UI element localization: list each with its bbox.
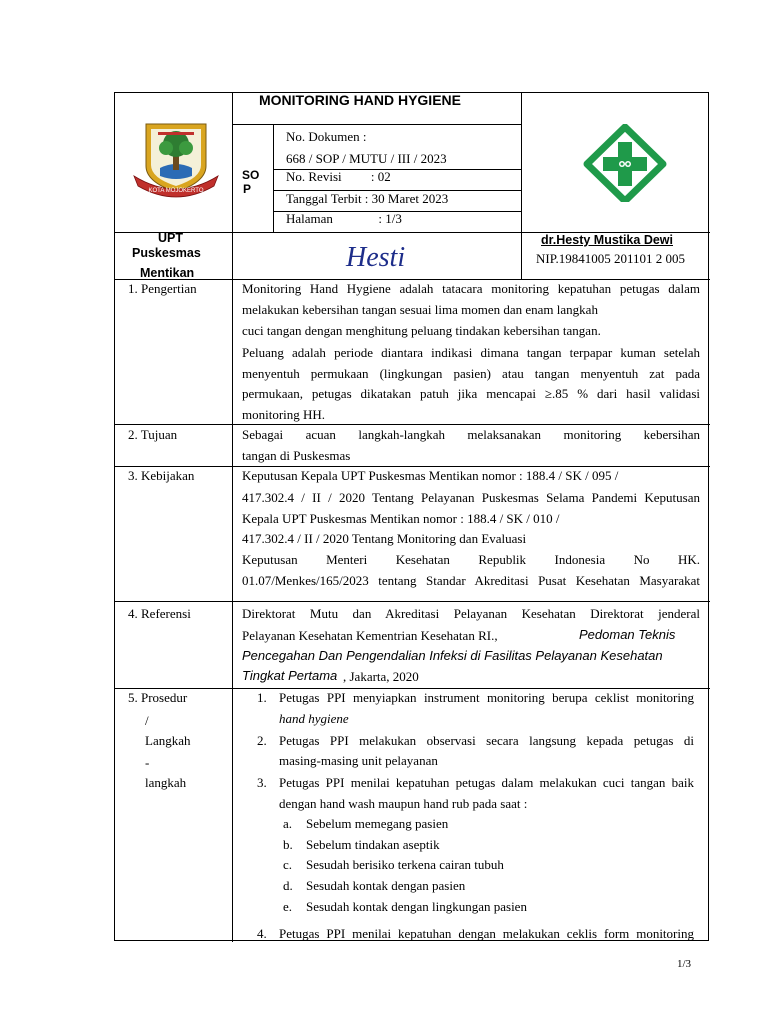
org-name-line: Mentikan xyxy=(140,266,195,280)
pengertian-line: permukaan, petugas dikatakan patuh jika mencapai ≥.85 % dari hasil validasi xyxy=(242,386,700,401)
step-number: 3. xyxy=(257,775,267,790)
referensi-line-italic: Pedoman Teknis xyxy=(579,627,676,642)
tujuan-line: Sebagai acuan langkah-langkah melaksanakan monitoring kebersihan xyxy=(242,427,700,442)
step-text: masing-masing unit pelayanan xyxy=(279,753,438,768)
sop-label: P xyxy=(243,182,252,196)
doc-number-label: No. Dokumen : xyxy=(286,129,367,144)
substep-letter: d. xyxy=(283,878,293,893)
section-label-pengertian: 1. Pengertian xyxy=(128,281,197,296)
step-text: Petugas PPI menilai kepatuhan dengan melakukan ceklis form monitoring xyxy=(279,926,694,941)
step-text: Petugas PPI menyiapkan instrument monitoring berupa ceklist monitoring xyxy=(279,690,694,705)
kebijakan-line: Kepala UPT Puskesmas Mentikan nomor : 188.4 / SK / 010 / xyxy=(242,511,560,526)
signer-nip: NIP.19841005 201101 2 005 xyxy=(536,251,686,266)
section-label-tujuan: 2. Tujuan xyxy=(128,427,178,442)
sop-label: SO xyxy=(242,168,260,182)
issue-date: Tanggal Terbit : 30 Maret 2023 xyxy=(286,191,449,206)
section-label-prosedur: langkah xyxy=(145,775,187,790)
substep-letter: a. xyxy=(283,816,293,831)
step-number: 2. xyxy=(257,733,267,748)
rule xyxy=(115,688,710,689)
page-number: 1/3 xyxy=(677,958,692,970)
step-text: hand hygiene xyxy=(279,711,349,726)
section-label-prosedur: / xyxy=(145,713,149,728)
step-text: Petugas PPI melakukan observasi secara langsung kepada petugas di xyxy=(279,733,694,748)
rule xyxy=(232,93,233,942)
signature xyxy=(340,232,436,278)
signature-text: Hesti xyxy=(346,242,406,273)
rule xyxy=(115,466,710,467)
page-info: Halaman : 1/3 xyxy=(286,211,402,226)
section-label-referensi: 4. Referensi xyxy=(128,606,191,621)
section-label-prosedur: Langkah xyxy=(145,733,191,748)
substep-text: Sesudah kontak dengan lingkungan pasien xyxy=(306,899,527,914)
document-title: MONITORING HAND HYGIENE xyxy=(259,92,461,108)
rule xyxy=(273,124,274,232)
signer-name: dr.Hesty Mustika Dewi xyxy=(541,233,673,247)
doc-number-value: 668 / SOP / MUTU / III / 2023 xyxy=(286,151,447,166)
referensi-line-italic: Pencegahan Dan Pengendalian Infeksi di Fasilitas Pelayanan Kesehatan xyxy=(242,648,663,663)
org-name-line: UPT xyxy=(158,231,183,245)
rule xyxy=(115,279,710,280)
referensi-line: Pelayanan Kesehatan Kementrian Kesehatan RI., xyxy=(242,628,498,643)
puskesmas-logo xyxy=(583,124,667,202)
section-label-prosedur: - xyxy=(145,755,150,770)
substep-letter: c. xyxy=(283,857,293,872)
pengertian-line: monitoring HH. xyxy=(242,407,326,422)
rule xyxy=(115,424,710,425)
kebijakan-line: 417.302.4 / II / 2020 Tentang Pelayanan Puskesmas Selama Pandemi Keputusan xyxy=(242,490,700,505)
substep-letter: b. xyxy=(283,837,293,852)
kebijakan-line: Keputusan Kepala UPT Puskesmas Mentikan nomor : 188.4 / SK / 095 / xyxy=(242,468,619,483)
step-number: 1. xyxy=(257,690,267,705)
step-text: Petugas PPI menilai kepatuhan petugas dalam melakukan cuci tangan baik xyxy=(279,775,694,790)
kebijakan-line: 01.07/Menkes/165/2023 tentang Standar Akreditasi Pusat Kesehatan Masyarakat xyxy=(242,573,700,588)
substep-text: Sesudah kontak dengan pasien xyxy=(306,878,466,893)
referensi-line: , Jakarta, 2020 xyxy=(343,669,419,684)
kebijakan-line: Keputusan Menteri Kesehatan Republik Indonesia No HK. xyxy=(242,552,700,567)
section-label-prosedur: 5. Prosedur xyxy=(128,690,188,705)
revision-number: No. Revisi : 02 xyxy=(286,169,391,184)
substep-letter: e. xyxy=(283,899,293,914)
referensi-line: Direktorat Mutu dan Akreditasi Pelayanan Kesehatan Direktorat jenderal xyxy=(242,606,700,621)
substep-text: Sebelum tindakan aseptik xyxy=(306,837,440,852)
rule xyxy=(521,93,522,279)
kebijakan-line: 417.302.4 / II / 2020 Tentang Monitoring dan Evaluasi xyxy=(242,531,527,546)
pengertian-line: Peluang adalah periode diantara indikasi dimana tangan terpapar kuman setelah xyxy=(242,345,700,360)
rule xyxy=(232,124,521,125)
step-number: 4. xyxy=(257,926,267,941)
step-text: dengan hand wash maupun hand rub pada saat : xyxy=(279,796,528,811)
kota-mojokerto-logo xyxy=(130,120,222,200)
referensi-line-italic: Tingkat Pertama xyxy=(242,668,338,683)
logo-banner-text: KOTA MOJOKERTO xyxy=(148,188,204,194)
pengertian-line: Monitoring Hand Hygiene adalah tatacara monitoring kepatuhan petugas dalam xyxy=(242,281,700,296)
org-name-line: Puskesmas xyxy=(132,246,201,260)
section-label-kebijakan: 3. Kebijakan xyxy=(128,468,195,483)
substep-text: Sebelum memegang pasien xyxy=(306,816,449,831)
substep-text: Sesudah berisiko terkena cairan tubuh xyxy=(306,857,504,872)
pengertian-line: menyentuh permukaan (lingkungan pasien) atau tangan menyentuh zat pada xyxy=(242,366,700,381)
pengertian-line: cuci tangan dengan menghitung peluang tindakan kebersihan tangan. xyxy=(242,323,601,338)
tujuan-line: tangan di Puskesmas xyxy=(242,448,351,463)
pengertian-line: melakukan kebersihan tangan sesuai lima momen dan enam langkah xyxy=(242,302,598,317)
rule xyxy=(115,601,710,602)
